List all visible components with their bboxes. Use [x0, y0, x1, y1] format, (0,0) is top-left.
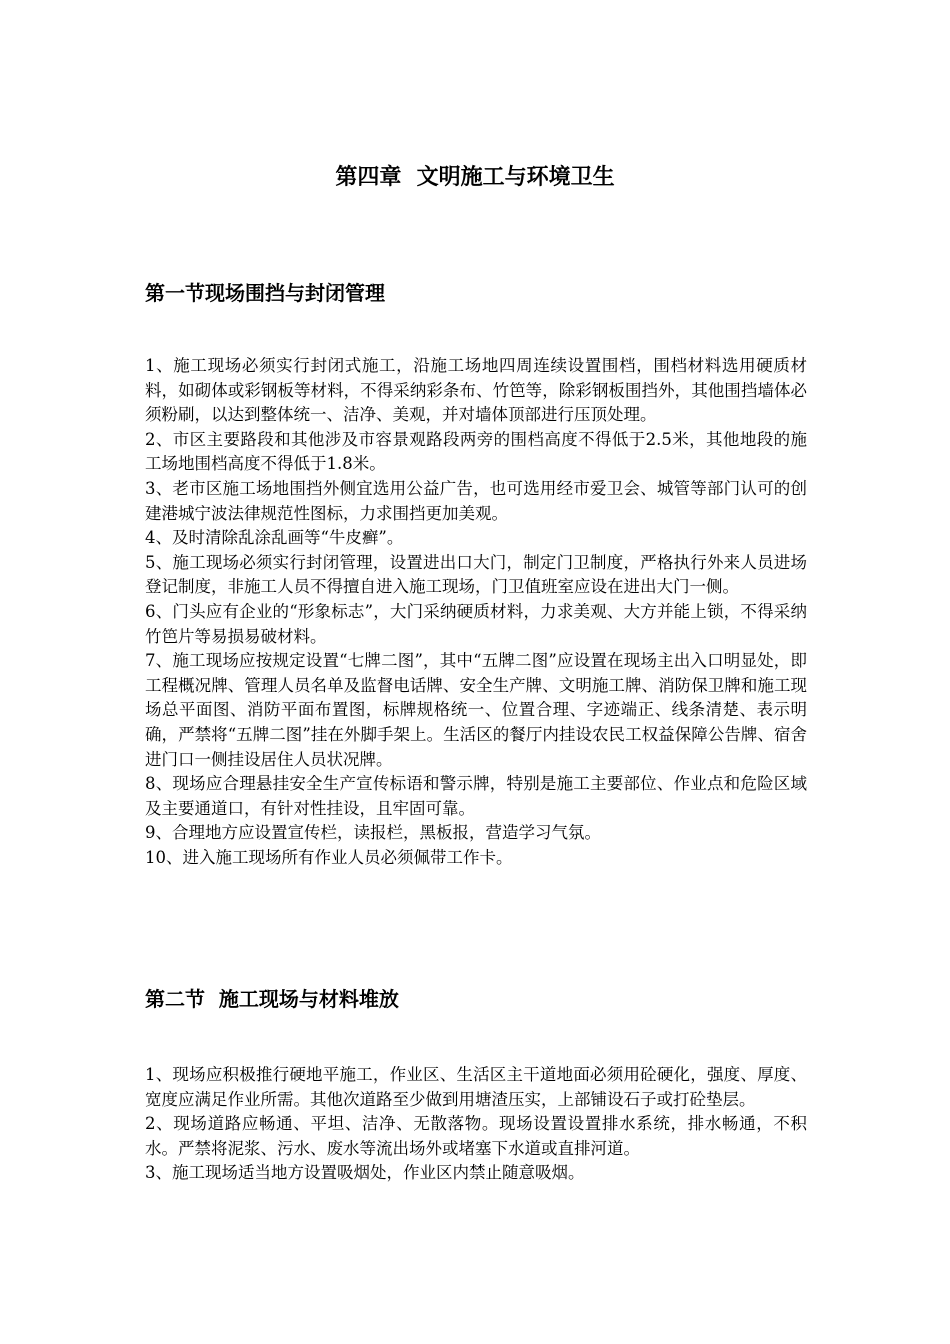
chapter-title: 第四章 文明施工与环境卫生 [335, 165, 615, 190]
paragraph: 6、门头应有企业的“形象标志”，大门采纳硬质材料，力求美观、大方并能上锁，不得采纳竹笆片等易损易破材料。 [145, 601, 807, 646]
section-body-1 [145, 354, 807, 870]
paragraph: 5、施工现场必须实行封闭管理，设置进出口大门，制定门卫制度，严格执行外来人员进场登记制度，非施工人员不得擅自进入施工现场，门卫值班室应设在进出大门一侧。 [145, 552, 807, 597]
paragraph: 4、及时清除乱涂乱画等“牛皮癣”。 [145, 528, 404, 548]
section-title-1: 第一节现场围挡与封闭管理 [145, 281, 385, 305]
paragraph: 2、现场道路应畅通、平坦、洁净、无散落物。现场设置设置排水系统，排水畅通，不积水。严禁将泥浆、污水、废水等流出场外或堵塞下水道或直排河道。 [145, 1114, 807, 1158]
paragraph: 8、现场应合理悬挂安全生产宣传标语和警示牌，特别是施工主要部位、作业点和危险区域及主要通道口，有针对性挂设，且牢固可靠。 [145, 774, 807, 818]
paragraph: 1、现场应积极推行硬地平施工，作业区、生活区主干道地面必须用砼硬化，强度、厚度、宽度应满足作业所需。其他次道路至少做到用塘渣压实，上部铺设石子或打砼垫层。 [145, 1065, 807, 1109]
paragraph: 2、市区主要路段和其他涉及市容景观路段两旁的围档高度不得低于2.5米，其他地段的施工场地围档高度不得低于1.8米。 [145, 429, 807, 474]
paragraph: 1、施工现场必须实行封闭式施工，沿施工场地四周连续设置围档，围档材料选用硬质材料，如砌体或彩钢板等材料，不得采纳彩条布、竹笆等，除彩钢板围挡外，其他围挡墙体必须粉刷，以达到整体统一、洁净、美观，并对墙体顶部进行压顶处理。 [145, 356, 807, 425]
section-body-2 [145, 1063, 807, 1186]
paragraph: 3、老市区施工场地围挡外侧宜选用公益广告，也可选用经市爱卫会、城管等部门认可的创建港城宁波法律规范性图标，力求围挡更加美观。 [145, 478, 807, 523]
paragraph: 9、合理地方应设置宣传栏，读报栏，黑板报，营造学习气氛。 [145, 823, 601, 843]
paragraph: 7、施工现场应按规定设置“七牌二图”，其中“五牌二图”应设置在现场主出入口明显处，即工程概况牌、管理人员名单及监督电话牌、安全生产牌、文明施工牌、消防保卫牌和施工现场总平面图、消防平面布置图，标牌规格统一、位置合理、字迹端正、线条清楚、表示明确，严禁将“五牌二图”挂在外脚手架上。生活区的餐厅内挂设农民工权益保障公告牌、宿舍进门口一侧挂设居住人员状况牌。 [145, 651, 807, 769]
paragraph: 10、进入施工现场所有作业人员必须佩带工作卡。 [145, 847, 513, 867]
paragraph: 3、施工现场适当地方设置吸烟处，作业区内禁止随意吸烟。 [145, 1163, 585, 1183]
section-title-2: 第二节 施工现场与材料堆放 [145, 987, 399, 1011]
